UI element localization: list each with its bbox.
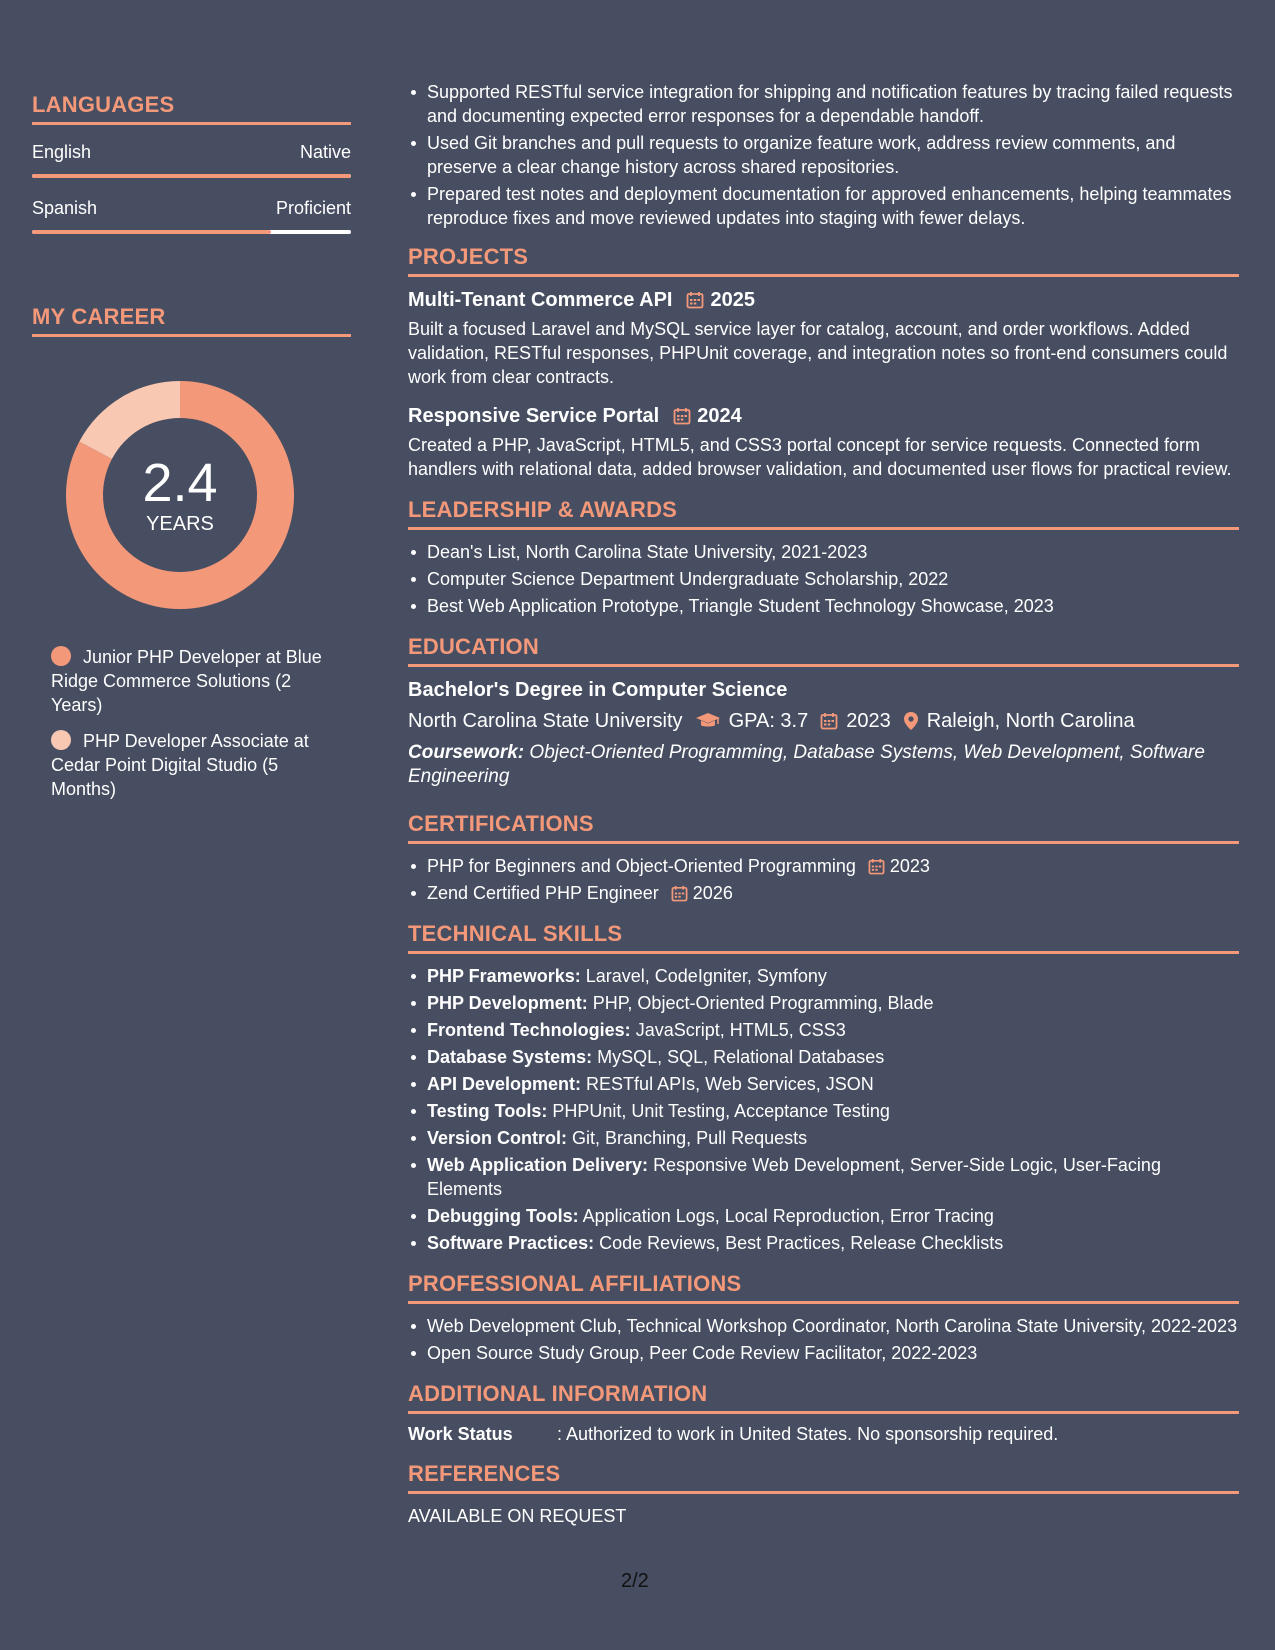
skill-label: Version Control: xyxy=(427,1128,568,1148)
cert-name: PHP for Beginners and Object-Oriented Programming xyxy=(427,856,856,876)
work-status-value: : Authorized to work in United States. No sponsorship required. xyxy=(557,1424,1059,1444)
skills-list xyxy=(408,964,1239,1255)
references-title: REFERENCES xyxy=(408,1461,1239,1494)
language-item xyxy=(32,198,351,234)
career-legend-item xyxy=(51,729,341,801)
work-status-row xyxy=(408,1424,1239,1445)
project-date: 2024 xyxy=(697,404,742,427)
list-item: Supported RESTful service integration for shipping and notification features by tracing failed requests and documenting expected error responses for a dependable handoff. xyxy=(408,80,1239,128)
references-text: AVAILABLE ON REQUEST xyxy=(408,1506,627,1526)
skill-value: PHP, Object-Oriented Programming, Blade xyxy=(592,993,934,1013)
list-item: Web Development Club, Technical Workshop Coordinator, North Carolina State University, 2022-2023 xyxy=(408,1314,1239,1338)
career-total: 2.4 xyxy=(142,452,218,513)
language-name: Spanish xyxy=(32,198,98,218)
graduation-year: 2023 xyxy=(846,709,891,732)
list-item xyxy=(408,1204,1239,1228)
list-item xyxy=(408,854,1239,878)
cert-year: 2026 xyxy=(692,883,733,903)
career-unit: YEARS xyxy=(146,512,214,535)
list-item xyxy=(408,1099,1239,1123)
list-item: Dean's List, North Carolina State University, 2021-2023 xyxy=(408,540,1239,564)
skill-label: Frontend Technologies: xyxy=(427,1020,631,1040)
project-description: Built a focused Laravel and MySQL service layer for catalog, account, and order workflows. Added validation, RESTful responses, PHPUnit coverage, and integration notes so front-end consumers could work from clear contracts. xyxy=(408,319,1228,387)
skills-section xyxy=(408,921,1239,1255)
language-bar xyxy=(32,230,351,234)
degree: Bachelor's Degree in Computer Science xyxy=(408,679,788,701)
list-item xyxy=(408,964,1239,988)
additional-info-section xyxy=(408,1381,1239,1445)
skill-label: API Development: xyxy=(427,1074,582,1094)
legend-dot-icon xyxy=(51,646,71,666)
work-status-label: Work Status xyxy=(408,1424,513,1444)
location: Raleigh, North Carolina xyxy=(926,709,1135,732)
cert-year: 2023 xyxy=(889,856,930,876)
affiliations-list xyxy=(408,1314,1239,1365)
sidebar xyxy=(32,92,351,813)
list-item xyxy=(408,1153,1239,1201)
career-legend xyxy=(51,645,341,801)
project-name: Multi-Tenant Commerce API xyxy=(408,288,673,311)
certifications-title: CERTIFICATIONS xyxy=(408,811,1239,844)
list-item xyxy=(408,1231,1239,1255)
language-name: English xyxy=(32,142,92,162)
skill-value: Git, Branching, Pull Requests xyxy=(572,1128,808,1148)
career-role: Junior PHP Developer at Blue Ridge Commerce Solutions (2 Years) xyxy=(51,647,322,715)
projects-section xyxy=(408,244,1239,481)
skill-value: Code Reviews, Best Practices, Release Checklists xyxy=(599,1233,1004,1253)
main-content xyxy=(408,80,1239,1527)
references-section xyxy=(408,1461,1239,1527)
list-item xyxy=(408,1018,1239,1042)
skills-title: TECHNICAL SKILLS xyxy=(408,921,1239,954)
education-section xyxy=(408,634,1239,789)
affiliations-title: PROFESSIONAL AFFILIATIONS xyxy=(408,1271,1239,1304)
language-level: Proficient xyxy=(275,198,351,218)
calendar-icon xyxy=(671,885,688,902)
language-bar-fill xyxy=(32,174,351,178)
skill-label: PHP Development: xyxy=(427,993,588,1013)
skill-value: PHPUnit, Unit Testing, Acceptance Testing xyxy=(552,1101,890,1121)
skill-label: Software Practices: xyxy=(427,1233,595,1253)
language-item xyxy=(32,142,351,178)
skill-value: Application Logs, Local Reproduction, Error Tracing xyxy=(582,1206,994,1226)
list-item: Best Web Application Prototype, Triangle Student Technology Showcase, 2023 xyxy=(408,594,1239,618)
languages-title: LANGUAGES xyxy=(32,92,351,125)
project-description: Created a PHP, JavaScript, HTML5, and CSS3 portal concept for service requests. Connected form handlers with relational data, added browser validation, and documented user flows for practical review. xyxy=(408,435,1232,479)
cert-name: Zend Certified PHP Engineer xyxy=(427,883,659,903)
list-item xyxy=(408,1045,1239,1069)
calendar-icon xyxy=(868,858,885,875)
list-item: Used Git branches and pull requests to organize feature work, address review comments, and preserve a clear change history across shared repositories. xyxy=(408,131,1239,179)
skill-label: Testing Tools: xyxy=(427,1101,548,1121)
affiliations-section xyxy=(408,1271,1239,1365)
list-item: Prepared test notes and deployment documentation for approved enhancements, helping teammates reproduce fixes and move reviewed updates into staging with fewer delays. xyxy=(408,182,1239,230)
awards-list xyxy=(408,540,1239,618)
calendar-icon xyxy=(820,712,838,730)
career-role: PHP Developer Associate at Cedar Point Digital Studio (5 Months) xyxy=(51,731,309,799)
calendar-icon xyxy=(673,407,691,425)
language-bar xyxy=(32,174,351,178)
location-pin-icon xyxy=(903,711,919,731)
language-bar-fill xyxy=(32,230,271,234)
skill-label: Web Application Delivery: xyxy=(427,1155,649,1175)
skill-label: Debugging Tools: xyxy=(427,1206,579,1226)
coursework-label: Coursework: xyxy=(408,742,525,763)
skill-label: Database Systems: xyxy=(427,1047,593,1067)
list-item: Computer Science Department Undergraduate Scholarship, 2022 xyxy=(408,567,1239,591)
skill-value: JavaScript, HTML5, CSS3 xyxy=(635,1020,846,1040)
certifications-section xyxy=(408,811,1239,905)
skill-value: Laravel, CodeIgniter, Symfony xyxy=(585,966,827,986)
skill-label: PHP Frameworks: xyxy=(427,966,581,986)
skill-value: Responsive Web Development, Server-Side Logic, User-Facing Elements xyxy=(427,1155,1161,1199)
project-heading xyxy=(408,403,1239,429)
list-item: Open Source Study Group, Peer Code Review Facilitator, 2022-2023 xyxy=(408,1341,1239,1365)
coursework xyxy=(408,741,1239,789)
coursework-list: Object-Oriented Programming, Database Systems, Web Development, Software Engineering xyxy=(408,742,1205,787)
list-item xyxy=(408,1072,1239,1096)
awards-section xyxy=(408,497,1239,618)
education-title: EDUCATION xyxy=(408,634,1239,667)
project-date: 2025 xyxy=(710,288,755,311)
list-item xyxy=(408,1126,1239,1150)
page-number: 2/2 xyxy=(621,1570,649,1592)
language-level: Native xyxy=(299,142,351,162)
experience-bullets xyxy=(408,80,1239,230)
certifications-list xyxy=(408,854,1239,905)
project-name: Responsive Service Portal xyxy=(408,404,660,427)
gpa: GPA: 3.7 xyxy=(728,709,809,732)
projects-title: PROJECTS xyxy=(408,244,1239,277)
calendar-icon xyxy=(686,291,704,309)
awards-title: LEADERSHIP & AWARDS xyxy=(408,497,1239,530)
career-donut-chart xyxy=(66,381,294,609)
education-details xyxy=(408,707,1239,735)
school-name: North Carolina State University xyxy=(408,709,683,732)
graduation-cap-icon xyxy=(695,711,721,731)
legend-dot-icon xyxy=(51,730,71,750)
list-item xyxy=(408,991,1239,1015)
list-item xyxy=(408,881,1239,905)
skill-value: RESTful APIs, Web Services, JSON xyxy=(586,1074,874,1094)
additional-info-title: ADDITIONAL INFORMATION xyxy=(408,1381,1239,1414)
project-heading xyxy=(408,287,1239,313)
career-legend-item xyxy=(51,645,341,717)
career-title: MY CAREER xyxy=(32,304,351,337)
skill-value: MySQL, SQL, Relational Databases xyxy=(597,1047,885,1067)
